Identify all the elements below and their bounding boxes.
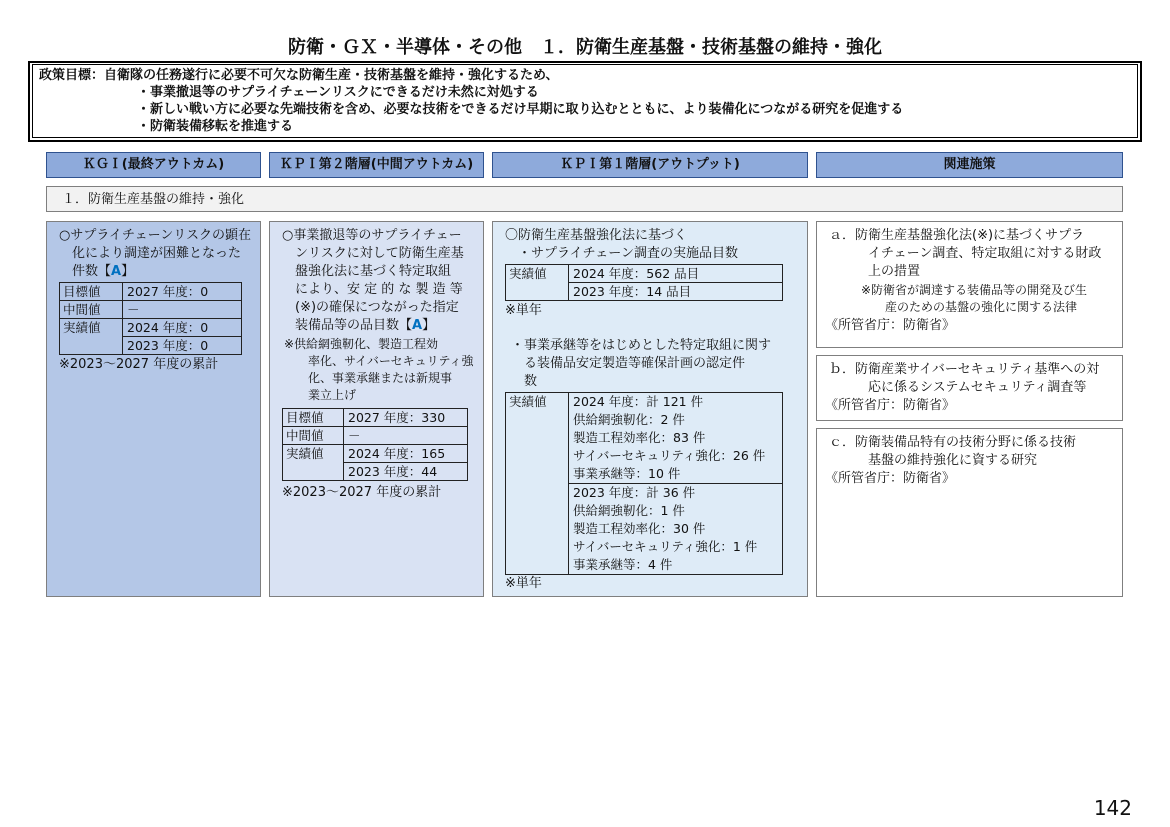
- kpi1-plans-table: 実績値 2024 年度：計 121 件 供給網強靭化：2 件 製造工程効率化：83 件 サイバーセキュリティ強化：26 件 事業承継等：10 件 2023 年度：計 36 件 供給網強靭化：1 件 製造工程効率化：30 件 サイバーセキュリティ強化：1 件 事業承継等：4 件: [505, 392, 783, 575]
- page-title: 防衛・ＧＸ・半導体・その他 １．防衛生産基盤・技術基盤の維持・強化: [288, 37, 882, 58]
- page-number: 142: [1093, 796, 1132, 820]
- measure-a-note: ※防衛省が調達する装備品等の開発及び生 産のための基盤の強化に関する法律: [861, 283, 1088, 314]
- header-kpi2: ＫＰＩ第２階層(中間アウトカム): [269, 152, 484, 178]
- kgi-text: ○サプライチェーンリスクの顕在 化により調達が困難となった 件数【A】: [59, 228, 252, 279]
- policy-goal-line-1: 政策目標：自衛隊の任務遂行に必要不可欠な防衛生産・技術基盤を維持・強化するため、: [39, 68, 559, 83]
- kpi1-note-single-year-1: ※単年: [505, 303, 542, 318]
- measure-b-text: ｂ．防衛産業サイバーセキュリティ基準への対 応に係るシステムセキュリティ調査等: [829, 362, 1100, 395]
- measure-c: [816, 428, 1123, 597]
- kgi-note: ※2023～2027 年度の累計: [59, 357, 219, 372]
- measure-a-agency: 《所管省庁：防衛省》: [825, 318, 956, 333]
- rating-badge: A: [412, 318, 423, 333]
- kpi1-column: [492, 221, 808, 597]
- measure-b-agency: 《所管省庁：防衛省》: [825, 398, 956, 413]
- header-kgi: ＫＧＩ(最終アウトカム): [46, 152, 261, 178]
- kgi-column: [46, 221, 261, 597]
- policy-goal: [32, 64, 1138, 138]
- policy-goal-label: 政策目標：: [39, 68, 105, 83]
- section-title: １．防衛生産基盤の維持・強化: [46, 186, 1123, 212]
- kpi1-note-single-year-2: ※単年: [505, 576, 542, 591]
- kpi2-text: ○事業撤退等のサプライチェー ンリスクに対して防衛生産基 盤強化法に基づく特定取組 により、安 定 的 な 製 造 等 (※)の確保につながった指定 装備品等の品目数【A】: [282, 228, 464, 333]
- kpi1-text-plans: ・事業承継等をはじめとした特定取組に関す る装備品安定製造等確保計画の認定件 数: [511, 338, 772, 389]
- kpi1-survey-table: 実績値 2024 年度：562 品目 2023 年度：14 品目: [505, 264, 783, 301]
- measure-c-text: ｃ．防衛装備品特有の技術分野に係る技術 基盤の維持強化に資する研究: [829, 435, 1077, 468]
- measure-b: [816, 355, 1123, 421]
- policy-goal-line-4: ・防衛装備移転を推進する: [137, 119, 294, 134]
- header-kpi1: ＫＰＩ第１階層(アウトプット): [492, 152, 808, 178]
- kpi2-column: [269, 221, 484, 597]
- measure-a-text: ａ．防衛生産基盤強化法(※)に基づくサプラ イチェーン調査、特定取組に対する財政 上の措置: [829, 228, 1102, 279]
- kpi2-note-cumulative: ※2023～2027 年度の累計: [282, 485, 442, 500]
- header-measures: 関連施策: [816, 152, 1123, 178]
- measure-a: [816, 221, 1123, 348]
- measure-c-agency: 《所管省庁：防衛省》: [825, 471, 956, 486]
- policy-goal-line-3: ・新しい戦い方に必要な先端技術を含め、必要な技術をできるだけ早期に取り込むとともに、より装備化につながる研究を促進する: [137, 102, 904, 117]
- rating-badge: A: [111, 264, 122, 279]
- kpi1-text-survey: 〇防衛生産基盤強化法に基づく ・サプライチェーン調査の実施品目数: [505, 228, 738, 261]
- kpi2-note-activities: ※供給網強靭化、製造工程効 率化、サイバーセキュリティ強 化、事業承継または新規事 業立上げ: [284, 337, 474, 402]
- policy-goal-line-2: ・事業撤退等のサプライチェーンリスクにできるだけ未然に対処する: [137, 85, 539, 100]
- kpi2-table: 目標値 2027 年度：330 中間値 － 実績値 2024 年度：165 2023 年度：44: [282, 408, 468, 481]
- kgi-table: 目標値 2027 年度：0 中間値 － 実績値 2024 年度：0 2023 年度：0: [59, 282, 242, 355]
